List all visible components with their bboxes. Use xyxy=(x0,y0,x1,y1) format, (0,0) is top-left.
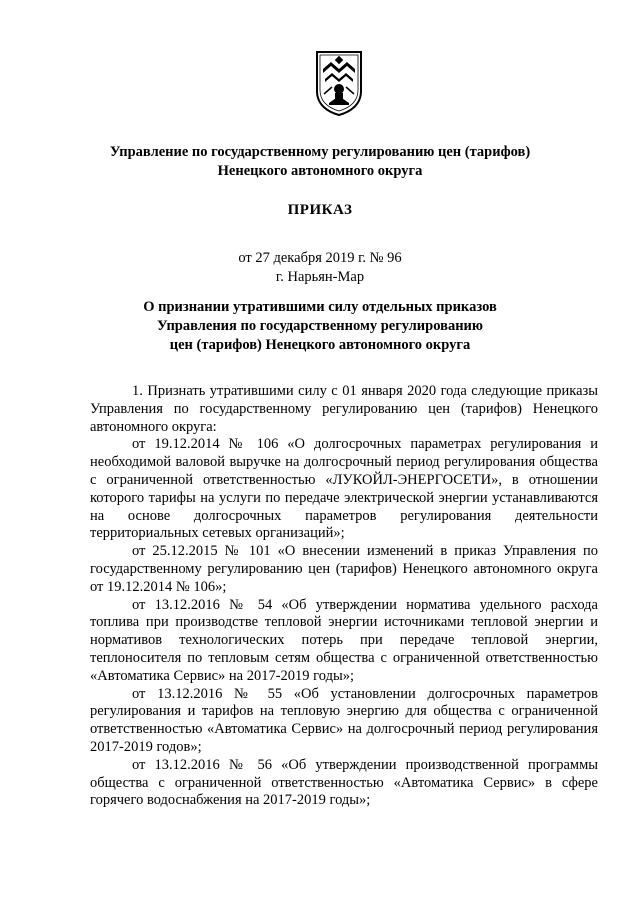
document-type: ПРИКАЗ xyxy=(287,202,353,218)
body-paragraph: от 13.12.2016 № 54 «Об утверждении норматива удельного расхода топлива при производстве тепловой энергии источниками тепловой энергии и нормативов технологических потерь при передаче тепловой энергии, теплоносителя по тепловым сетям общества с ограниченной ответственностью «Автоматика Сервис» на 2017-2019 годы»; xyxy=(90,596,598,684)
subject-line-1: О признании утратившими силу отдельных приказов xyxy=(143,299,497,315)
body-paragraph: 1. Признать утратившими силу с 01 января 2020 года следующие приказы Управления по государственному регулированию цен (тарифов) Ненецкого автономного округа: xyxy=(90,383,598,435)
place-line: г. Нарьян-Мар xyxy=(275,269,365,285)
body-paragraph: от 19.12.2014 № 106 «О долгосрочных параметрах регулирования и необходимой валовой выручке на долгосрочный период регулирования общества с ограниченной ответственностью «ЛУКОЙЛ-ЭНЕРГОСЕТИ», в отношении которого тарифы на услуги по передаче электрической энергии устанавливаются на основе долгосрочных параметров регулирования деятельности территориальных сетевых организаций»; xyxy=(90,436,598,542)
subject-line-3: цен (тарифов) Ненецкого автономного округа xyxy=(169,337,471,353)
org-line-2: Ненецкого автономного округа xyxy=(217,163,423,179)
body-paragraph: от 13.12.2016 № 56 «Об утверждении производственной программы общества с ограниченной ответственностью «Автоматика Сервис» в сфере горячего водоснабжения на 2017-2019 годы»; xyxy=(90,756,598,809)
document-body xyxy=(90,383,598,810)
document-subject xyxy=(0,298,640,355)
body-paragraph: от 25.12.2015 № 101 «О внесении изменений в приказ Управления по государственному регулированию цен (тарифов) Ненецкого автономного округа от 19.12.2014 № 106»; xyxy=(90,543,598,595)
issuing-authority xyxy=(0,143,640,181)
subject-line-2: Управления по государственному регулированию xyxy=(157,318,483,334)
date-line: от 27 декабря 2019 г. № 96 xyxy=(238,250,402,266)
coat-of-arms-emblem xyxy=(314,49,364,116)
body-paragraph: от 13.12.2016 № 55 «Об установлении долгосрочных параметров регулирования и тарифов на тепловую энергию для общества с ограниченной ответственностью «Автоматика Сервис» на долгосрочный период регулирования 2017-2019 годов»; xyxy=(90,685,598,755)
org-line-1: Управление по государственному регулированию цен (тарифов) xyxy=(109,144,531,160)
document-meta xyxy=(0,249,640,287)
